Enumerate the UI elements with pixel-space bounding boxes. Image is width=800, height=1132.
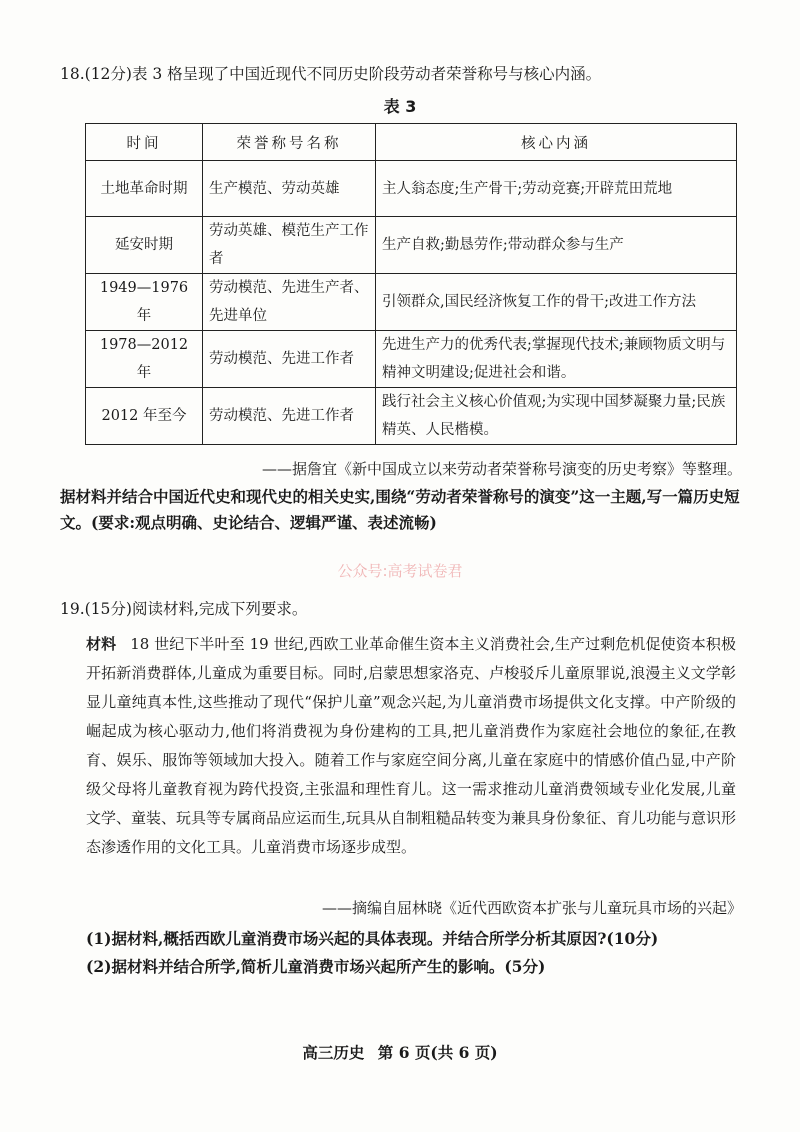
cell-title: 劳动模范、先进生产者、先进单位 [203, 274, 376, 331]
cell-title: 生产模范、劳动英雄 [203, 161, 376, 217]
footer-subject: 高三历史 [302, 1043, 365, 1062]
honor-title-table [85, 123, 737, 445]
cell-title: 劳动模范、先进工作者 [203, 388, 376, 445]
question-18-source: ——据詹宜《新中国成立以来劳动者荣誉称号演变的历史考察》等整理。 [261, 460, 742, 478]
question-19-source: ——摘编自屈林晓《近代西欧资本扩张与儿童玩具市场的兴起》 [321, 899, 742, 917]
question-19-sub-1: (1)据材料,概括西欧儿童消费市场兴起的具体表现。并结合所学分析其原因?(10分) [86, 929, 659, 948]
cell-meaning: 生产自救;勤恳劳作;带动群众参与生产 [376, 217, 737, 274]
cell-meaning: 引领群众,国民经济恢复工作的骨干;改进工作方法 [376, 274, 737, 331]
question-19-material [86, 630, 736, 862]
column-header-title: 荣誉称号名称 [203, 124, 376, 161]
table-row [86, 217, 737, 274]
table-header-row [86, 124, 737, 161]
table-row [86, 388, 737, 445]
cell-time: 1978—2012 年 [86, 331, 203, 388]
cell-meaning: 践行社会主义核心价值观;为实现中国梦凝聚力量;民族精英、人民楷模。 [376, 388, 737, 445]
footer-page-number: 第 6 页(共 6 页) [377, 1043, 498, 1062]
question-19-header: 19.(15分)阅读材料,完成下列要求。 [60, 600, 308, 618]
question-18-header: 18.(12分)表 3 格呈现了中国近现代不同历史阶段劳动者荣誉称号与核心内涵。 [60, 65, 602, 83]
cell-meaning: 先进生产力的优秀代表;掌握现代技术;兼顾物质文明与精神文明建设;促进社会和谐。 [376, 331, 737, 388]
page-footer [0, 1041, 800, 1063]
question-18-task: 据材料并结合中国近代史和现代史的相关史实,围绕“劳动者荣誉称号的演变”这一主题,写一篇历史短文。(要求:观点明确、史论结合、逻辑严谨、表述流畅) [60, 487, 740, 532]
table-row [86, 274, 737, 331]
watermark: 公众号:高考试卷君 [337, 562, 463, 580]
material-text: 18 世纪下半叶至 19 世纪,西欧工业革命催生资本主义消费社会,生产过剩危机促使资本积极开拓新消费群体,儿童成为重要目标。同时,启蒙思想家洛克、卢梭驳斥儿童原罪说,浪漫主义文学彰显儿童纯真本性,这些推动了现代“保护儿童”观念兴起,为儿童消费市场提供文化支撑。中产阶级的崛起成为核心驱动力,他们将消费视为身份建构的工具,把儿童消费作为家庭社会地位的象征,在教育、娱乐、服饰等领域加大投入。随着工作与家庭空间分离,儿童在家庭中的情感价值凸显,中产阶级父母将儿童教育视为跨代投资,主张温和理性育儿。这一需求推动儿童消费领域专业化发展,儿童文学、童装、玩具等专属商品应运而生,玩具从自制粗糙品转变为兼具身份象征、育儿功能与意识形态渗透作用的文化工具。儿童消费市场逐步成型。 [86, 635, 736, 856]
cell-meaning: 主人翁态度;生产骨干;劳动竞赛;开辟荒田荒地 [376, 161, 737, 217]
cell-time: 2012 年至今 [86, 388, 203, 445]
column-header-meaning: 核心内涵 [376, 124, 737, 161]
cell-time: 土地革命时期 [86, 161, 203, 217]
cell-title: 劳动英雄、模范生产工作者 [203, 217, 376, 274]
material-label: 材料 [86, 635, 117, 653]
column-header-time: 时间 [86, 124, 203, 161]
cell-time: 延安时期 [86, 217, 203, 274]
cell-time: 1949—1976 年 [86, 274, 203, 331]
table-title: 表 3 [383, 97, 417, 116]
table-row [86, 331, 737, 388]
question-19-sub-2: (2)据材料并结合所学,简析儿童消费市场兴起所产生的影响。(5分) [86, 957, 546, 976]
table-row [86, 161, 737, 217]
cell-title: 劳动模范、先进工作者 [203, 331, 376, 388]
